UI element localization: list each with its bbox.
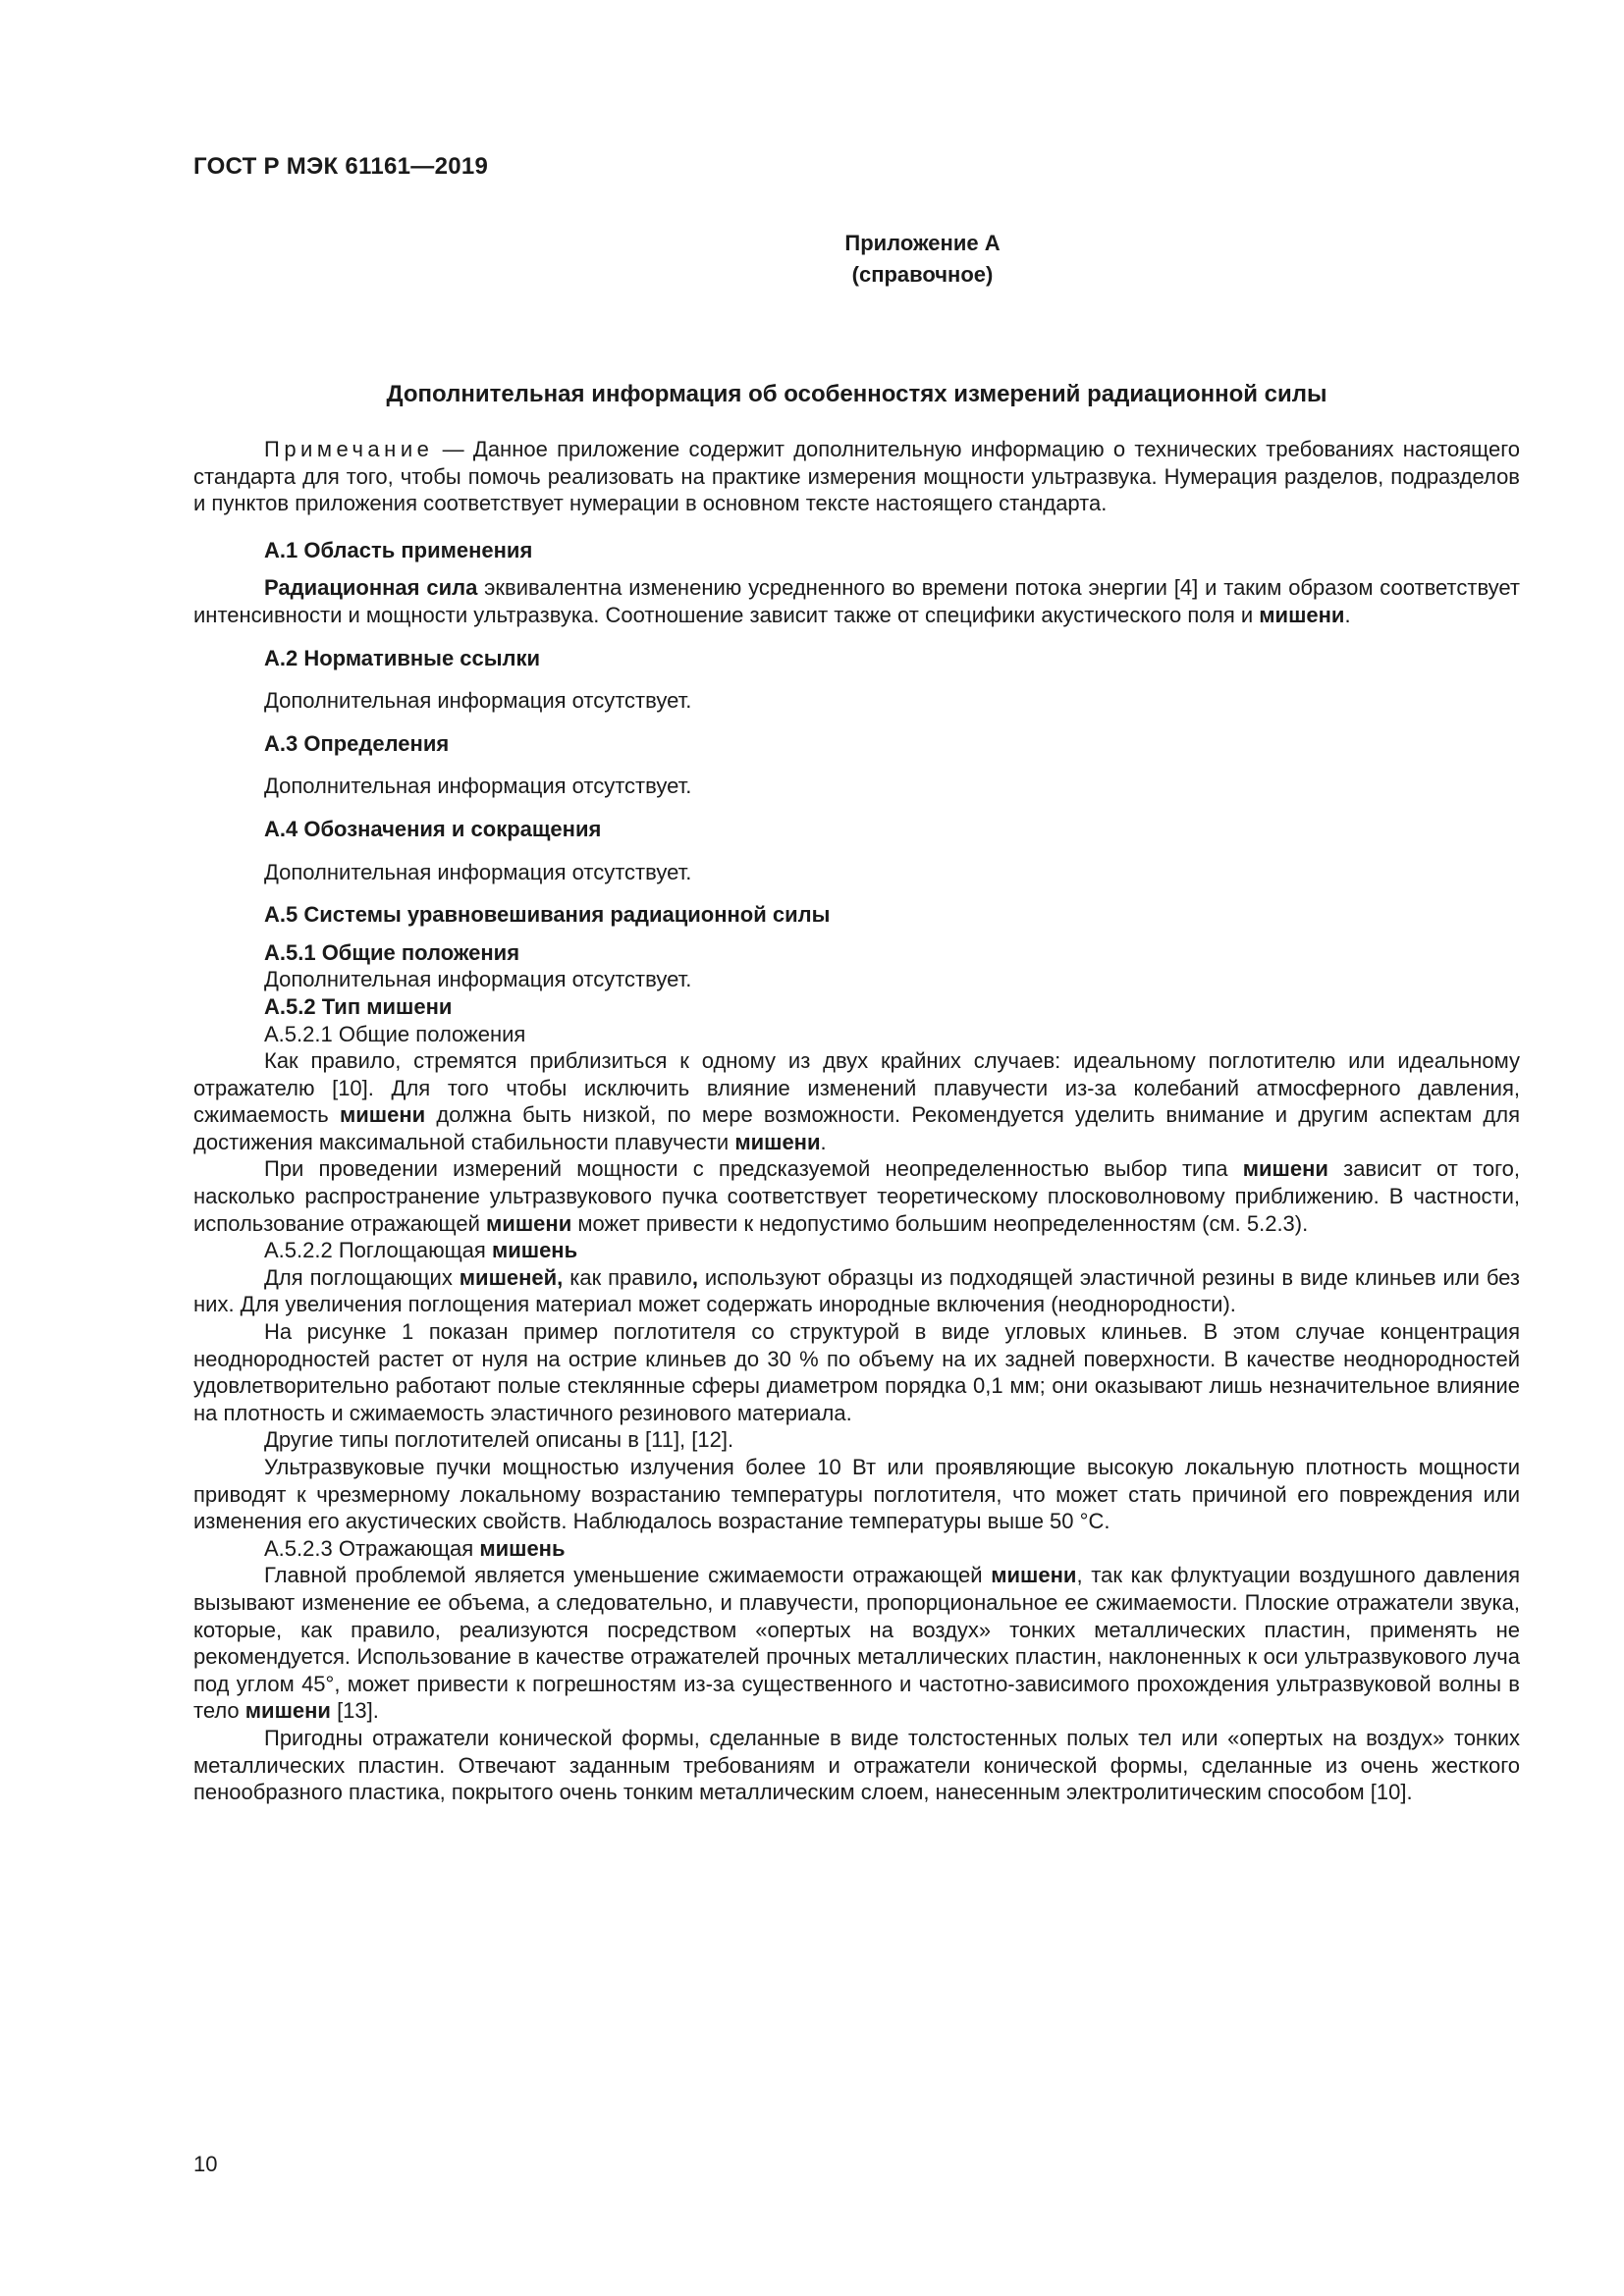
text-run: Как правило, стремятся приблизиться к одному из двух крайних случаев: идеальному поглотителю или идеальному отражателю [10]. Для того чтобы исключить влияние изменений плавучести из-за колебаний атмосферного давления, сжимаемость — [193, 1048, 1520, 1128]
section-a522-paragraph-4: Ультразвуковые пучки мощностью излучения более 10 Вт или проявляющие высокую локальную плотность мощности приводят к чрезмерному локальному возрастанию температуры поглотителя, что может стать причиной его повреждения или изменения его акустических свойств. Наблюдалось возрастание температуры выше 50 °С. — [193, 1455, 1520, 1534]
note-text: — Данное приложение содержит дополнительную информацию о технических требованиях настоящего стандарта для того, чтобы помочь реализовать на практике измерения мощности ультразвука. Нумерация разделов, подразделов и пунктов приложения соответствует нумерации в основном тексте настоящего стандарта. — [193, 437, 1520, 516]
section-a521-paragraph-2 — [193, 1155, 1520, 1237]
page-title: Дополнительная информация об особенностях измерений радиационной силы — [386, 381, 1327, 407]
section-a1-heading: А.1 Область применения — [264, 537, 533, 562]
term-target: мишени — [991, 1563, 1077, 1588]
section-a1-paragraph — [193, 574, 1520, 628]
text-run: , — [691, 1264, 698, 1290]
document-body — [193, 436, 1520, 1806]
section-a2-heading: А.2 Нормативные ссылки — [264, 645, 541, 670]
text-run: должна быть низкой, по мере возможности. Рекомендуется уделить внимание и другим аспектам для достижения максимальной стабильности плавучести — [193, 1102, 1521, 1154]
text-run: , так как флуктуации воздушного давления вызывают изменение ее объема, а следовательно, и плавучести, пропорциональное ее сжимаемости. Плоские отражатели звука, которые, как правило, реализуются посредством «опертых на воздух» тонких металлических пластин, применять не рекомендуется. Использование в качестве отражателей прочных металлических пластин, наклоненных к оси ультразвукового луча под углом 45°, может привести к погрешностям из-за существенного и частотно-зависимого прохождения ультразвуковой волны в тело — [193, 1563, 1520, 1724]
term-target: мишень — [479, 1535, 566, 1561]
section-a523-paragraph-1 — [193, 1562, 1520, 1725]
section-a523-paragraph-2: Пригодны отражатели конической формы, сделанные в виде толстостенных полых тел или «опертых на воздух» тонких металлических пластин. Отвечают заданным требованиям и отражатели конической формы, сделанные из очень жесткого пенообразного пластика, покрытого очень тонким металлическим слоем, нанесенным электролитическим способом [10]. — [193, 1725, 1520, 1805]
term-target: мишень — [491, 1238, 578, 1263]
section-a522-paragraph-1 — [193, 1264, 1520, 1318]
section-a52-heading: А.5.2 Тип мишени — [264, 993, 453, 1019]
section-a4-heading: А.4 Обозначения и сокращения — [264, 816, 602, 841]
section-a523-heading — [193, 1535, 1520, 1563]
term-target: мишени — [734, 1129, 821, 1154]
text-run: А.5.2.3 Отражающая — [264, 1535, 480, 1561]
text-run: . — [1344, 602, 1351, 627]
text-run: . — [820, 1129, 827, 1154]
page-number: 10 — [193, 2152, 218, 2176]
term-radiation-force: Радиационная сила — [264, 575, 478, 601]
document-id: ГОСТ Р МЭК 61161—2019 — [193, 153, 489, 180]
term-target: мишени — [1242, 1156, 1328, 1182]
appendix-type: (справочное) — [851, 262, 994, 287]
section-a3-text: Дополнительная информация отсутствует. — [264, 774, 692, 799]
term-targets: мишеней, — [459, 1264, 564, 1290]
section-a2-text: Дополнительная информация отсутствует. — [264, 688, 692, 714]
section-a5-heading: А.5 Системы уравновешивания радиационной силы — [264, 902, 831, 928]
term-target: мишени — [339, 1102, 426, 1128]
appendix-heading — [0, 228, 1624, 291]
text-run: При проведении измерений мощности с предсказуемой неопределенностью выбор типа — [264, 1156, 1243, 1182]
section-a3-heading: А.3 Определения — [264, 730, 450, 756]
section-a51-text: Дополнительная информация отсутствует. — [264, 967, 692, 992]
note-label: Примечание — [264, 437, 434, 461]
text-run: может привести к недопустимо большим неопределенностям (см. 5.2.3). — [571, 1210, 1309, 1236]
section-a522-paragraph-2: На рисунке 1 показан пример поглотителя со структурой в виде угловых клиньев. В этом случае концентрация неоднородностей растет от нуля на острие клиньев до 30 % по объему на их задней поверхности. В качестве неоднородностей удовлетворительно работают полые стеклянные сферы диаметром порядка 0,1 мм; они оказывают лишь незначительное влияние на плотность и сжимаемость эластичного резинового материала. — [193, 1319, 1520, 1425]
section-a522-heading — [193, 1237, 1520, 1264]
term-target: мишени — [486, 1210, 572, 1236]
section-a521-heading: А.5.2.1 Общие положения — [264, 1021, 526, 1046]
appendix-title: Приложение А — [844, 231, 1001, 255]
text-run: используют образцы из подходящей эластичной резины в виде клиньев или без них. Для увеличения поглощения материал может содержать инородные включения (неоднородности). — [193, 1264, 1521, 1317]
text-run: зависит от того, насколько распространение ультразвукового пучка соответствует теоретическому плосковолновому приближению. В частности, использование отражающей — [193, 1156, 1520, 1236]
text-run: эквивалентна изменению усредненного во времени потока энергии [4] и таким образом соответствует интенсивности и мощности ультразвука. Соотношение зависит также от специфики акустического поля и — [193, 575, 1520, 627]
term-target: мишени — [1259, 602, 1345, 627]
text-run: Главной проблемой является уменьшение сжимаемости отражающей — [264, 1563, 992, 1588]
text-run: как правило — [563, 1264, 692, 1290]
section-a522-paragraph-3: Другие типы поглотителей описаны в [11], [12]. — [264, 1427, 734, 1453]
text-run: А.5.2.2 Поглощающая — [264, 1238, 492, 1263]
text-run: Для поглощающих — [264, 1264, 460, 1290]
term-target: мишени — [244, 1698, 331, 1724]
note-paragraph — [193, 436, 1520, 517]
section-a4-text: Дополнительная информация отсутствует. — [264, 859, 692, 884]
section-a51-heading: А.5.1 Общие положения — [264, 939, 520, 965]
text-run: [13]. — [330, 1698, 379, 1724]
section-a521-paragraph-1 — [193, 1047, 1520, 1155]
